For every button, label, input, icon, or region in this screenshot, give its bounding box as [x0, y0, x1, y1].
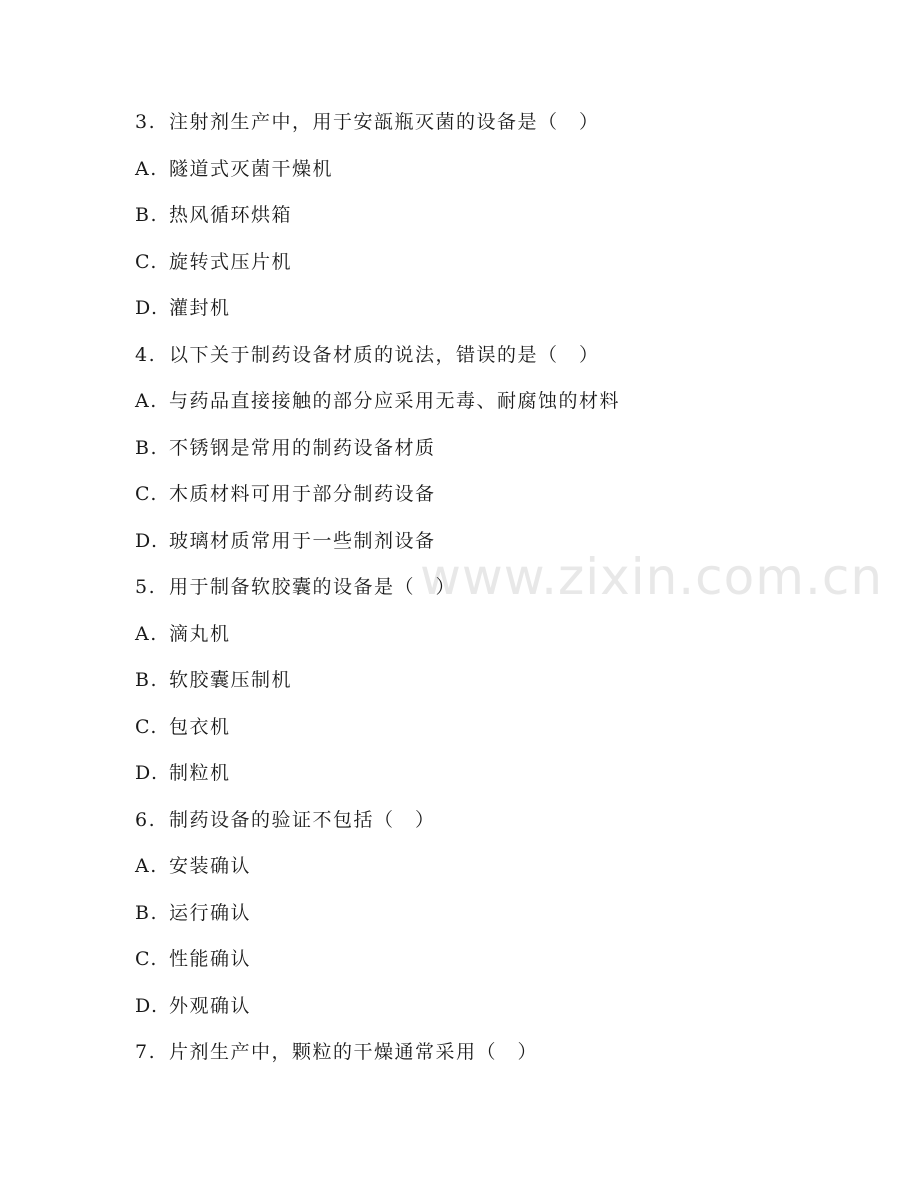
question-number: 7.	[135, 1041, 157, 1063]
option-text: 外观确认	[169, 994, 252, 1017]
option-c	[135, 943, 855, 990]
option-label: C.	[135, 250, 158, 273]
option-label: B.	[135, 901, 159, 924]
option-c	[135, 478, 855, 525]
option-label: A.	[135, 622, 158, 645]
option-text: 灌封机	[169, 297, 231, 319]
option-text: 不锈钢是常用的制药设备材质	[169, 436, 436, 459]
option-text: 性能确认	[169, 948, 252, 970]
question-text: 以下关于制药设备材质的说法，错误的是（ ）	[169, 343, 600, 366]
question-text: 片剂生产中，颗粒的干燥通常采用（ ）	[169, 1041, 539, 1063]
option-text: 制粒机	[169, 762, 231, 784]
option-text: 与药品直接接触的部分应采用无毒、耐腐蚀的材料	[169, 390, 621, 412]
question-text: 制药设备的验证不包括（ ）	[169, 808, 436, 831]
option-label: D.	[135, 994, 159, 1017]
question-stem	[135, 106, 855, 153]
option-b	[135, 432, 855, 479]
option-d	[135, 525, 855, 572]
question-text: 注射剂生产中，用于安瓿瓶灭菌的设备是（ ）	[169, 111, 600, 133]
option-label: D.	[135, 529, 159, 552]
option-label: B.	[135, 436, 159, 459]
option-d	[135, 757, 855, 804]
option-b	[135, 199, 855, 246]
option-label: C.	[135, 483, 158, 505]
option-a	[135, 153, 855, 200]
question-number: 4.	[135, 343, 157, 366]
option-label: C.	[135, 948, 158, 970]
option-label: B.	[135, 204, 159, 226]
question-stem	[135, 804, 855, 851]
option-text: 安装确认	[169, 855, 252, 877]
option-text: 隧道式灭菌干燥机	[169, 157, 334, 180]
option-c	[135, 711, 855, 758]
option-text: 木质材料可用于部分制药设备	[169, 483, 436, 505]
option-label: A.	[135, 157, 158, 180]
option-label: C.	[135, 715, 158, 738]
watermark: www.zixin.com.cn	[420, 548, 884, 606]
option-text: 玻璃材质常用于一些制剂设备	[169, 529, 436, 552]
option-label: D.	[135, 762, 159, 784]
question-stem	[135, 571, 855, 618]
question-stem	[135, 1036, 855, 1083]
option-label: B.	[135, 669, 159, 691]
option-d	[135, 292, 855, 339]
question-number: 5.	[135, 576, 157, 598]
option-c	[135, 246, 855, 293]
option-text: 软胶囊压制机	[169, 669, 293, 691]
option-label: D.	[135, 297, 159, 319]
option-a	[135, 850, 855, 897]
option-d	[135, 990, 855, 1037]
option-text: 热风循环烘箱	[169, 204, 293, 226]
option-label: A.	[135, 855, 158, 877]
option-text: 滴丸机	[169, 622, 231, 645]
question-text: 用于制备软胶囊的设备是（ ）	[169, 576, 457, 598]
option-text: 包衣机	[169, 715, 231, 738]
question-list	[135, 106, 855, 1083]
option-a	[135, 618, 855, 665]
question-stem	[135, 339, 855, 386]
question-number: 3.	[135, 111, 157, 133]
option-b	[135, 664, 855, 711]
option-a	[135, 385, 855, 432]
question-number: 6.	[135, 808, 157, 831]
option-label: A.	[135, 390, 158, 412]
option-b	[135, 897, 855, 944]
option-text: 旋转式压片机	[169, 250, 293, 273]
option-text: 运行确认	[169, 901, 252, 924]
